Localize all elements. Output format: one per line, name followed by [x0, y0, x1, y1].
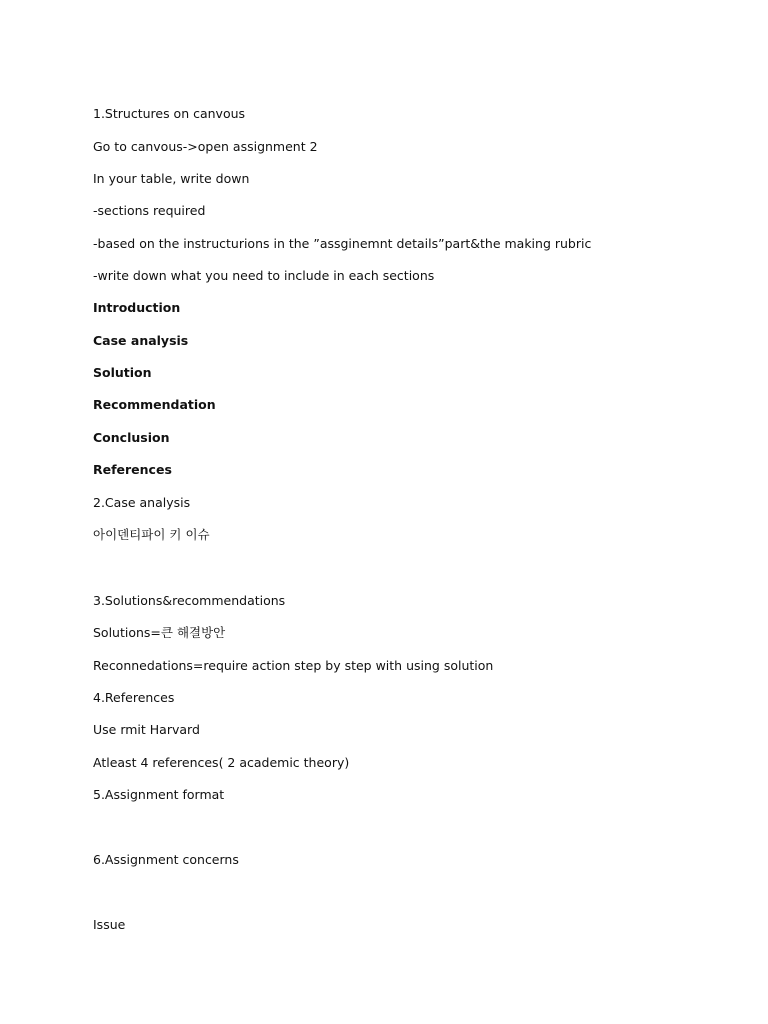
- section-recommendation: Recommendation: [93, 397, 216, 412]
- bullet-based-on-instructions: -based on the instructurions in the ”assginemnt details”part&the making rubric: [93, 236, 592, 251]
- section-introduction: Introduction: [93, 300, 181, 315]
- heading-case-analysis: 2.Case analysis: [93, 495, 191, 510]
- section-case-analysis: Case analysis: [93, 333, 189, 348]
- issue-label: Issue: [93, 917, 126, 932]
- section-conclusion: Conclusion: [93, 430, 170, 445]
- section-references: References: [93, 462, 172, 477]
- korean-note-key-issues: 아이덴티파이 키 이슈: [93, 527, 210, 542]
- heading-assignment-concerns: 6.Assignment concerns: [93, 852, 239, 867]
- references-style: Use rmit Harvard: [93, 722, 200, 737]
- instruction-table: In your table, write down: [93, 171, 250, 186]
- instruction-open-assignment: Go to canvous->open assignment 2: [93, 139, 318, 154]
- bullet-sections-required: -sections required: [93, 203, 206, 218]
- heading-references: 4.References: [93, 690, 175, 705]
- recommendations-definition: Reconnedations=require action step by step with using solution: [93, 658, 494, 673]
- section-solution: Solution: [93, 365, 152, 380]
- bullet-write-down: -write down what you need to include in each sections: [93, 268, 435, 283]
- references-count: Atleast 4 references( 2 academic theory): [93, 755, 350, 770]
- solutions-definition: Solutions=큰 해결방안: [93, 625, 226, 640]
- heading-solutions-recommendations: 3.Solutions&recommendations: [93, 593, 286, 608]
- heading-assignment-format: 5.Assignment format: [93, 787, 225, 802]
- heading-structures: 1.Structures on canvous: [93, 106, 246, 121]
